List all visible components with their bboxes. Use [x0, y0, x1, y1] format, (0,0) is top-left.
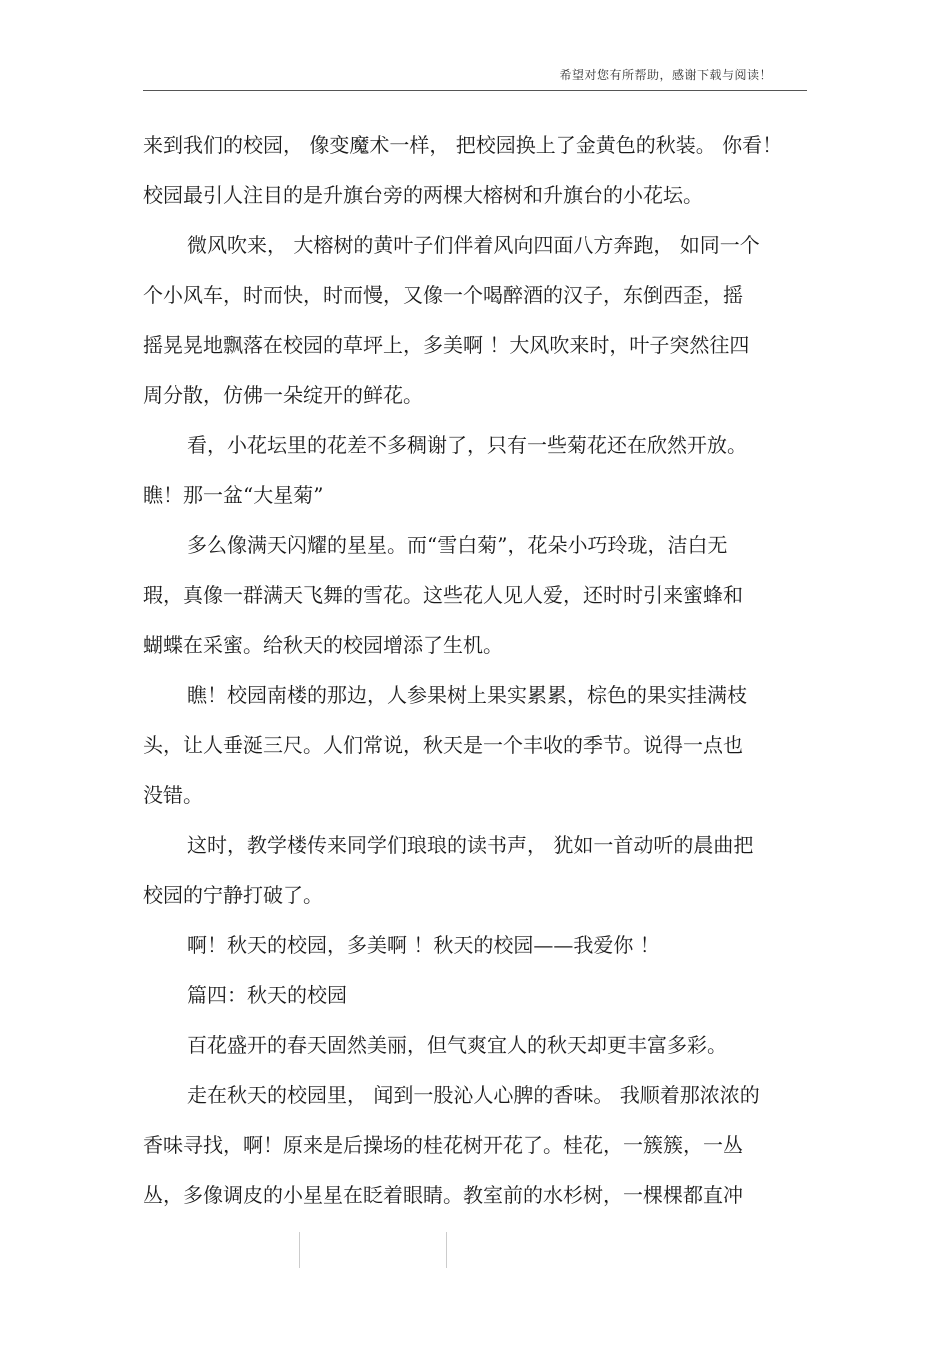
text-line: 啊！秋天的校园，多美啊 ！秋天的校园——我爱你 ！: [187, 933, 660, 957]
text-line: 走在秋天的校园里， 闻到一股沁人心脾的香味。 我顺着那浓浓的: [187, 1083, 760, 1107]
text-line: 香味寻找，啊！原来是后操场的桂花树开花了。桂花，一簇簇，一丛: [143, 1133, 743, 1157]
text-line: 瞧！那一盆“大星菊”: [143, 483, 324, 507]
header-divider: [143, 90, 807, 91]
text-line: 周分散，仿佛一朵绽开的鲜花。: [143, 383, 423, 407]
text-line: 瞧！校园南楼的那边，人参果树上果实累累，棕色的果实挂满枝: [187, 683, 747, 707]
text-line: 瑕，真像一群满天飞舞的雪花。这些花人见人爱，还时时引来蜜蜂和: [143, 583, 743, 607]
text-line: 摇晃晃地飘落在校园的草坪上，多美啊 ！大风吹来时，叶子突然往四: [143, 333, 750, 357]
text-line: 头，让人垂涎三尺。人们常说，秋天是一个丰收的季节。说得一点也: [143, 733, 743, 757]
text-line: 校园的宁静打破了。: [143, 883, 323, 907]
text-line: 个小风车，时而快，时而慢，又像一个喝醉酒的汉子，东倒西歪，摇: [143, 283, 743, 307]
text-line: 没错。: [143, 783, 203, 807]
footer-divider-left: [299, 1232, 300, 1268]
text-line: 百花盛开的春天固然美丽，但气爽宜人的秋天却更丰富多彩。: [187, 1033, 727, 1057]
text-line: 丛，多像调皮的小星星在眨着眼睛。教室前的水杉树，一棵棵都直冲: [143, 1183, 743, 1207]
text-line: 这时，教学楼传来同学们琅琅的读书声， 犹如一首动听的晨曲把: [187, 833, 754, 857]
text-line: 来到我们的校园， 像变魔术一样， 把校园换上了金黄色的秋装。 你看！: [143, 133, 783, 157]
text-line: 看，小花坛里的花差不多稠谢了，只有一些菊花还在欣然开放。: [187, 433, 747, 457]
text-line: 蝴蝶在采蜜。给秋天的校园增添了生机。: [143, 633, 503, 657]
article-body: [143, 120, 807, 1220]
header-note: 希望对您有所帮助，感谢下载与阅读！: [559, 68, 772, 82]
text-line: 校园最引人注目的是升旗台旁的两棵大榕树和升旗台的小花坛。: [143, 183, 703, 207]
text-line: 多么像满天闪耀的星星。而“雪白菊”，花朵小巧玲珑，洁白无: [187, 533, 728, 557]
footer-divider-right: [446, 1232, 447, 1268]
text-line: 篇四：秋天的校园: [187, 983, 347, 1007]
text-line: 微风吹来， 大榕树的黄叶子们伴着风向四面八方奔跑， 如同一个: [187, 233, 760, 257]
